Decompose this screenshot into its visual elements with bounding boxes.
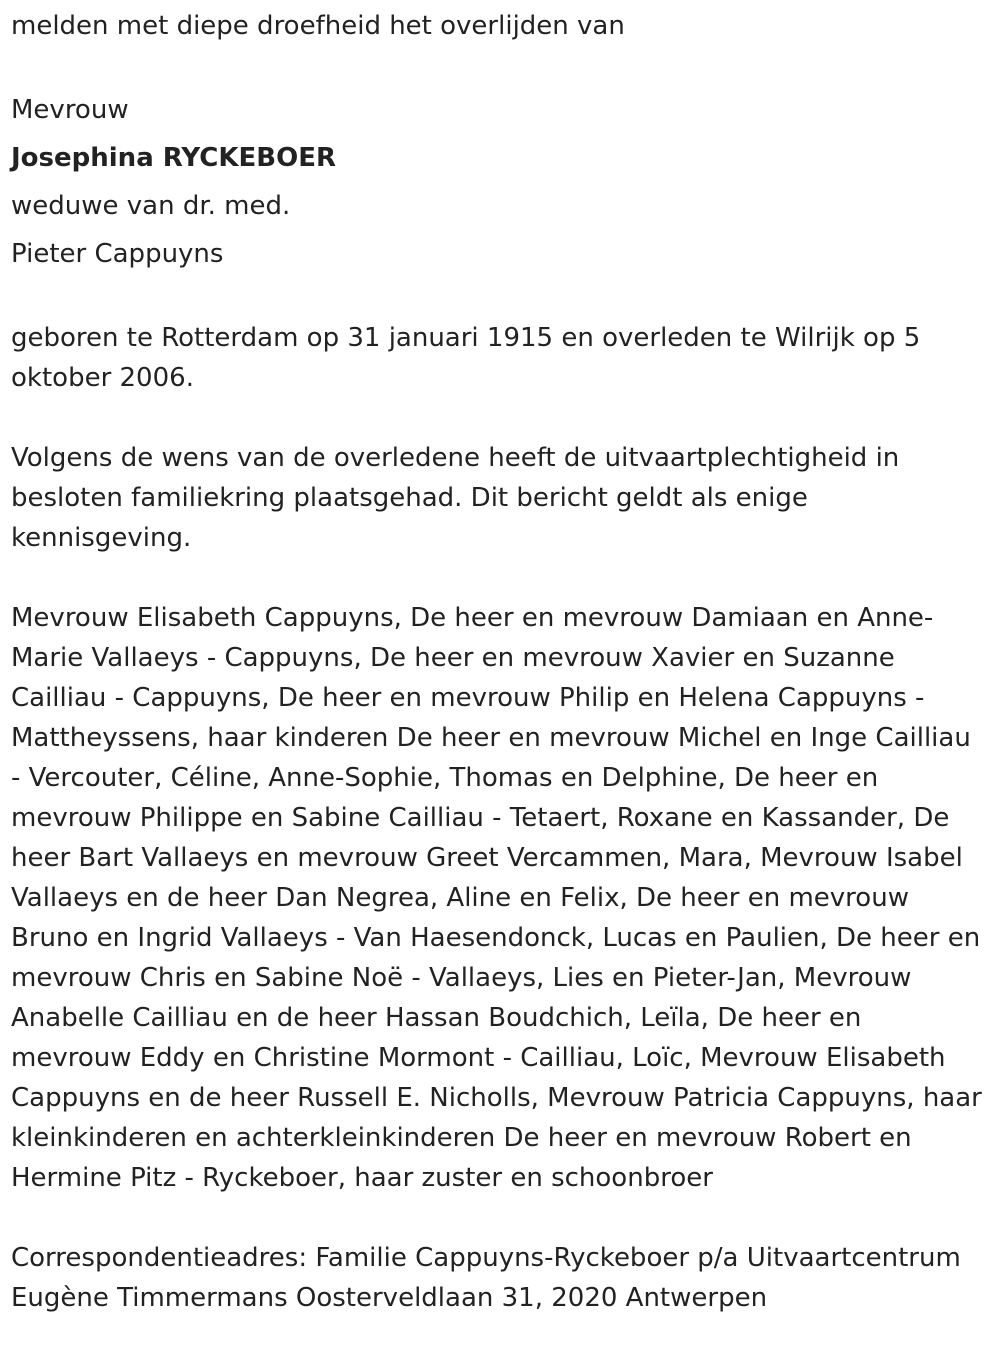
deceased-name: Josephina RYCKEBOER [11,143,336,173]
widow-line-1: weduwe van dr. med. [11,191,291,221]
spacer [11,398,988,438]
spacer [11,558,988,598]
correspondence-address: Correspondentieadres: Familie Cappuyns-Ryckeboer p/a Uitvaartcentrum Eugène Timmermans Oosterveldlaan 31, 2020 Antwerpen [11,1243,961,1313]
spacer [11,1198,988,1238]
ceremony-text: Volgens de wens van de overledene heeft de uitvaartplechtigheid in besloten familiekring plaatsgehad. Dit bericht geldt als enige kennisgeving. [11,443,900,553]
salutation: Mevrouw [11,95,129,125]
spacer [11,46,988,86]
spacer [11,278,988,318]
widow-line-2: Pieter Cappuyns [11,239,224,269]
family-list: Mevrouw Elisabeth Cappuyns, De heer en mevrouw Damiaan en Anne-Marie Vallaeys - Cappuyns, De heer en mevrouw Xavier en Suzanne Cailliau - Cappuyns, De heer en mevrouw Philip en Helena Cappuyns - Mattheyssens, haar kinderen De heer en mevrouw Michel en Inge Cailliau - Vercouter, Céline, Anne-Sophie, Thomas en Delphine, De heer en mevrouw Philippe en Sabine Cailliau - Tetaert, Roxane en Kassander, De heer Bart Vallaeys en mevrouw Greet Vercammen, Mara, Mevrouw Isabel Vallaeys en de heer Dan Negrea, Aline en Felix, De heer en mevrouw Bruno en Ingrid Vallaeys - Van Haesendonck, Lucas en Paulien, De heer en mevrouw Chris en Sabine Noë - Vallaeys, Lies en Pieter-Jan, Mevrouw Anabelle Cailliau en de heer Hassan Boudchich, Leïla, De heer en mevrouw Eddy en Christine Mormont - Cailliau, Loïc, Mevrouw Elisabeth Cappuyns en de heer Russell E. Nicholls, Mevrouw Patricia Cappuyns, haar kleinkinderen en achterkleinkinderen De heer en mevrouw Robert en Hermine Pitz - Ryckeboer, haar zuster en schoonbroer [11,603,982,1193]
intro-text: melden met diepe droefheid het overlijden van [11,11,625,41]
birth-death-text: geboren te Rotterdam op 31 januari 1915 en overleden te Wilrijk op 5 oktober 2006. [11,323,921,393]
